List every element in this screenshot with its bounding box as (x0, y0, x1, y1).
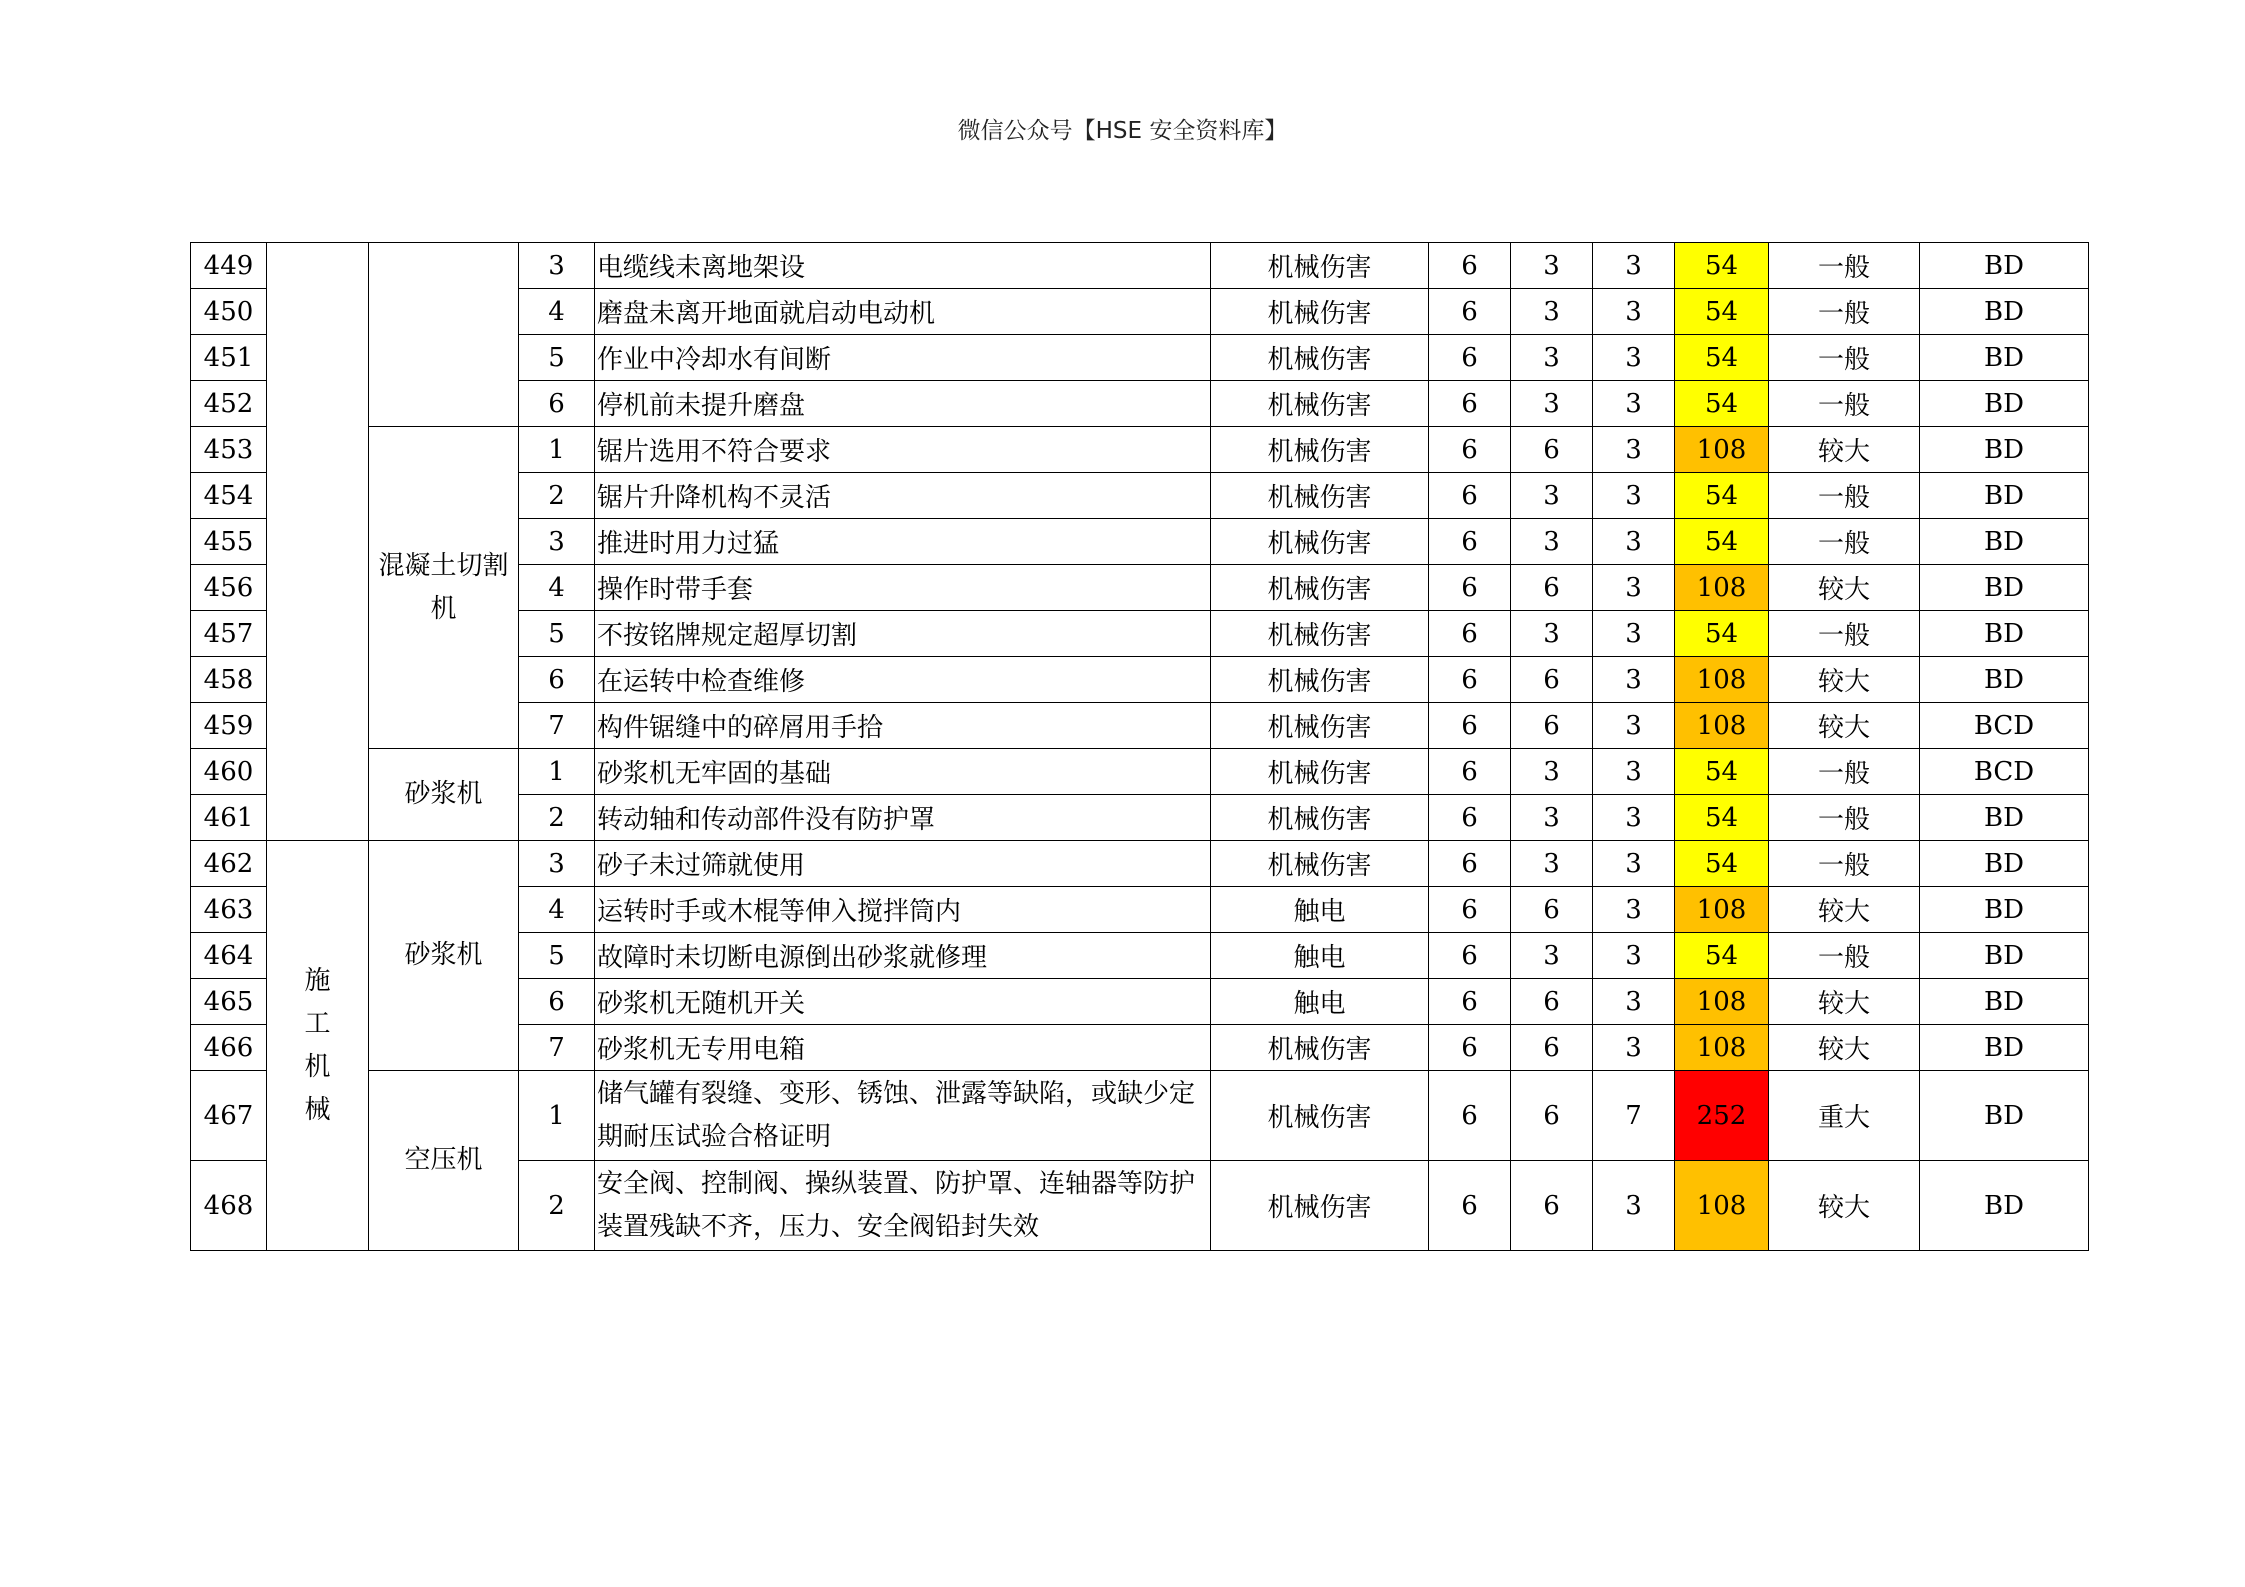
hazard-type: 机械伤害 (1211, 335, 1429, 381)
hazard-description: 砂浆机无专用电箱 (595, 1025, 1211, 1071)
risk-level: 较大 (1769, 565, 1920, 611)
table-row (191, 427, 2089, 473)
hazard-type: 机械伤害 (1211, 565, 1429, 611)
risk-score: 108 (1675, 657, 1769, 703)
exposure-value: 3 (1511, 749, 1593, 795)
consequence-value: 3 (1593, 1161, 1675, 1251)
risk-level: 一般 (1769, 289, 1920, 335)
hazard-type: 机械伤害 (1211, 1071, 1429, 1161)
control-measures: BCD (1920, 703, 2089, 749)
consequence-value: 3 (1593, 703, 1675, 749)
exposure-value: 3 (1511, 289, 1593, 335)
consequence-value: 3 (1593, 289, 1675, 335)
control-measures: BD (1920, 1025, 2089, 1071)
hazard-description: 不按铭牌规定超厚切割 (595, 611, 1211, 657)
risk-level: 一般 (1769, 841, 1920, 887)
risk-score: 54 (1675, 795, 1769, 841)
consequence-value: 7 (1593, 1071, 1675, 1161)
consequence-value: 3 (1593, 611, 1675, 657)
row-number: 458 (191, 657, 267, 703)
exposure-value: 3 (1511, 841, 1593, 887)
row-number: 457 (191, 611, 267, 657)
exposure-value: 3 (1511, 473, 1593, 519)
likelihood-value: 6 (1429, 1071, 1511, 1161)
hazard-description: 运转时手或木棍等伸入搅拌筒内 (595, 887, 1211, 933)
exposure-value: 6 (1511, 703, 1593, 749)
exposure-value: 3 (1511, 335, 1593, 381)
exposure-value: 3 (1511, 933, 1593, 979)
risk-level: 较大 (1769, 657, 1920, 703)
control-measures: BD (1920, 1071, 2089, 1161)
likelihood-value: 6 (1429, 703, 1511, 749)
exposure-value: 6 (1511, 979, 1593, 1025)
control-measures: BD (1920, 1161, 2089, 1251)
risk-score: 108 (1675, 703, 1769, 749)
sub-number: 5 (519, 933, 595, 979)
likelihood-value: 6 (1429, 749, 1511, 795)
hazard-description: 磨盘未离开地面就启动电动机 (595, 289, 1211, 335)
table-row (191, 749, 2089, 795)
risk-score: 108 (1675, 887, 1769, 933)
hazard-type: 机械伤害 (1211, 1025, 1429, 1071)
row-number: 455 (191, 519, 267, 565)
likelihood-value: 6 (1429, 381, 1511, 427)
sub-number: 4 (519, 565, 595, 611)
control-measures: BD (1920, 473, 2089, 519)
control-measures: BD (1920, 289, 2089, 335)
risk-score: 108 (1675, 979, 1769, 1025)
hazard-description: 推进时用力过猛 (595, 519, 1211, 565)
consequence-value: 3 (1593, 657, 1675, 703)
hazard-type: 机械伤害 (1211, 473, 1429, 519)
exposure-value: 6 (1511, 565, 1593, 611)
hazard-type: 机械伤害 (1211, 841, 1429, 887)
table-row (191, 1071, 2089, 1161)
hazard-description: 安全阀、控制阀、操纵装置、防护罩、连轴器等防护装置残缺不齐，压力、安全阀铅封失效 (595, 1161, 1211, 1251)
hazard-type: 机械伤害 (1211, 749, 1429, 795)
likelihood-value: 6 (1429, 979, 1511, 1025)
hazard-type: 机械伤害 (1211, 289, 1429, 335)
sub-number: 2 (519, 1161, 595, 1251)
risk-assessment-table (190, 242, 2089, 1251)
likelihood-value: 6 (1429, 1025, 1511, 1071)
hazard-type: 触电 (1211, 933, 1429, 979)
consequence-value: 3 (1593, 795, 1675, 841)
equipment-cell (369, 243, 519, 427)
risk-level: 较大 (1769, 887, 1920, 933)
control-measures: BD (1920, 335, 2089, 381)
hazard-description: 转动轴和传动部件没有防护罩 (595, 795, 1211, 841)
risk-score: 108 (1675, 1025, 1769, 1071)
exposure-value: 6 (1511, 887, 1593, 933)
likelihood-value: 6 (1429, 565, 1511, 611)
risk-score: 54 (1675, 473, 1769, 519)
consequence-value: 3 (1593, 381, 1675, 427)
hazard-description: 砂浆机无牢固的基础 (595, 749, 1211, 795)
risk-level: 一般 (1769, 749, 1920, 795)
exposure-value: 6 (1511, 1161, 1593, 1251)
control-measures: BD (1920, 979, 2089, 1025)
risk-score: 54 (1675, 289, 1769, 335)
likelihood-value: 6 (1429, 841, 1511, 887)
risk-score: 54 (1675, 611, 1769, 657)
exposure-value: 3 (1511, 381, 1593, 427)
equipment-cell: 砂浆机 (369, 749, 519, 841)
consequence-value: 3 (1593, 887, 1675, 933)
row-number: 453 (191, 427, 267, 473)
row-number: 462 (191, 841, 267, 887)
risk-level: 一般 (1769, 243, 1920, 289)
hazard-description: 砂浆机无随机开关 (595, 979, 1211, 1025)
hazard-description: 操作时带手套 (595, 565, 1211, 611)
control-measures: BD (1920, 611, 2089, 657)
row-number: 454 (191, 473, 267, 519)
likelihood-value: 6 (1429, 289, 1511, 335)
control-measures: BD (1920, 933, 2089, 979)
row-number: 465 (191, 979, 267, 1025)
row-number: 466 (191, 1025, 267, 1071)
risk-score: 54 (1675, 243, 1769, 289)
control-measures: BD (1920, 381, 2089, 427)
exposure-value: 6 (1511, 657, 1593, 703)
control-measures: BD (1920, 519, 2089, 565)
hazard-description: 锯片选用不符合要求 (595, 427, 1211, 473)
consequence-value: 3 (1593, 1025, 1675, 1071)
likelihood-value: 6 (1429, 427, 1511, 473)
sub-number: 5 (519, 611, 595, 657)
hazard-description: 电缆线未离地架设 (595, 243, 1211, 289)
consequence-value: 3 (1593, 243, 1675, 289)
risk-level: 较大 (1769, 979, 1920, 1025)
hazard-type: 机械伤害 (1211, 611, 1429, 657)
equipment-cell: 混凝土切割机 (369, 427, 519, 749)
consequence-value: 3 (1593, 565, 1675, 611)
sub-number: 2 (519, 473, 595, 519)
consequence-value: 3 (1593, 427, 1675, 473)
exposure-value: 6 (1511, 427, 1593, 473)
table-row (191, 841, 2089, 887)
sub-number: 1 (519, 1071, 595, 1161)
likelihood-value: 6 (1429, 795, 1511, 841)
hazard-description: 砂子未过筛就使用 (595, 841, 1211, 887)
sub-number: 6 (519, 979, 595, 1025)
exposure-value: 6 (1511, 1025, 1593, 1071)
risk-level: 较大 (1769, 703, 1920, 749)
sub-number: 7 (519, 1025, 595, 1071)
likelihood-value: 6 (1429, 611, 1511, 657)
consequence-value: 3 (1593, 519, 1675, 565)
consequence-value: 3 (1593, 841, 1675, 887)
risk-level: 较大 (1769, 1025, 1920, 1071)
likelihood-value: 6 (1429, 1161, 1511, 1251)
hazard-type: 机械伤害 (1211, 657, 1429, 703)
exposure-value: 3 (1511, 611, 1593, 657)
hazard-type: 触电 (1211, 979, 1429, 1025)
row-number: 452 (191, 381, 267, 427)
exposure-value: 6 (1511, 1071, 1593, 1161)
control-measures: BD (1920, 887, 2089, 933)
sub-number: 1 (519, 749, 595, 795)
risk-level: 重大 (1769, 1071, 1920, 1161)
consequence-value: 3 (1593, 749, 1675, 795)
equipment-cell: 空压机 (369, 1071, 519, 1251)
row-number: 467 (191, 1071, 267, 1161)
row-number: 464 (191, 933, 267, 979)
likelihood-value: 6 (1429, 473, 1511, 519)
likelihood-value: 6 (1429, 243, 1511, 289)
row-number: 460 (191, 749, 267, 795)
risk-score: 108 (1675, 427, 1769, 473)
consequence-value: 3 (1593, 335, 1675, 381)
hazard-type: 机械伤害 (1211, 381, 1429, 427)
risk-level: 一般 (1769, 611, 1920, 657)
control-measures: BD (1920, 795, 2089, 841)
exposure-value: 3 (1511, 243, 1593, 289)
control-measures: BD (1920, 427, 2089, 473)
likelihood-value: 6 (1429, 519, 1511, 565)
sub-number: 5 (519, 335, 595, 381)
hazard-description: 锯片升降机构不灵活 (595, 473, 1211, 519)
category-cell: 施 工 机 械 (267, 841, 369, 1251)
risk-score: 108 (1675, 1161, 1769, 1251)
hazard-description: 构件锯缝中的碎屑用手拾 (595, 703, 1211, 749)
risk-score: 54 (1675, 381, 1769, 427)
consequence-value: 3 (1593, 933, 1675, 979)
sub-number: 4 (519, 289, 595, 335)
hazard-description: 储气罐有裂缝、变形、锈蚀、泄露等缺陷，或缺少定期耐压试验合格证明 (595, 1071, 1211, 1161)
risk-score: 54 (1675, 519, 1769, 565)
risk-score: 54 (1675, 335, 1769, 381)
sub-number: 1 (519, 427, 595, 473)
hazard-description: 在运转中检查维修 (595, 657, 1211, 703)
likelihood-value: 6 (1429, 887, 1511, 933)
sub-number: 6 (519, 657, 595, 703)
sub-number: 3 (519, 841, 595, 887)
hazard-type: 机械伤害 (1211, 243, 1429, 289)
hazard-type: 机械伤害 (1211, 427, 1429, 473)
control-measures: BD (1920, 565, 2089, 611)
hazard-type: 机械伤害 (1211, 795, 1429, 841)
sub-number: 7 (519, 703, 595, 749)
consequence-value: 3 (1593, 473, 1675, 519)
row-number: 461 (191, 795, 267, 841)
row-number: 456 (191, 565, 267, 611)
sub-number: 6 (519, 381, 595, 427)
control-measures: BD (1920, 841, 2089, 887)
control-measures: BD (1920, 243, 2089, 289)
exposure-value: 3 (1511, 795, 1593, 841)
page-header: 微信公众号【HSE 安全资料库】 (957, 118, 1288, 144)
row-number: 459 (191, 703, 267, 749)
control-measures: BD (1920, 657, 2089, 703)
risk-level: 一般 (1769, 335, 1920, 381)
hazard-description: 故障时未切断电源倒出砂浆就修理 (595, 933, 1211, 979)
hazard-type: 机械伤害 (1211, 1161, 1429, 1251)
consequence-value: 3 (1593, 979, 1675, 1025)
risk-level: 较大 (1769, 1161, 1920, 1251)
row-number: 451 (191, 335, 267, 381)
table-row (191, 243, 2089, 289)
risk-score: 54 (1675, 841, 1769, 887)
sub-number: 4 (519, 887, 595, 933)
row-number: 450 (191, 289, 267, 335)
hazard-description: 作业中冷却水有间断 (595, 335, 1211, 381)
risk-level: 一般 (1769, 381, 1920, 427)
sub-number: 2 (519, 795, 595, 841)
hazard-description: 停机前未提升磨盘 (595, 381, 1211, 427)
hazard-type: 触电 (1211, 887, 1429, 933)
row-number: 463 (191, 887, 267, 933)
likelihood-value: 6 (1429, 335, 1511, 381)
likelihood-value: 6 (1429, 657, 1511, 703)
sub-number: 3 (519, 243, 595, 289)
row-number: 468 (191, 1161, 267, 1251)
row-number: 449 (191, 243, 267, 289)
risk-level: 一般 (1769, 933, 1920, 979)
sub-number: 3 (519, 519, 595, 565)
risk-score: 252 (1675, 1071, 1769, 1161)
risk-level: 一般 (1769, 519, 1920, 565)
control-measures: BCD (1920, 749, 2089, 795)
hazard-type: 机械伤害 (1211, 519, 1429, 565)
likelihood-value: 6 (1429, 933, 1511, 979)
risk-level: 较大 (1769, 427, 1920, 473)
risk-level: 一般 (1769, 795, 1920, 841)
equipment-cell: 砂浆机 (369, 841, 519, 1071)
risk-score: 54 (1675, 933, 1769, 979)
risk-level: 一般 (1769, 473, 1920, 519)
category-cell (267, 243, 369, 841)
hazard-type: 机械伤害 (1211, 703, 1429, 749)
exposure-value: 3 (1511, 519, 1593, 565)
risk-score: 108 (1675, 565, 1769, 611)
risk-score: 54 (1675, 749, 1769, 795)
